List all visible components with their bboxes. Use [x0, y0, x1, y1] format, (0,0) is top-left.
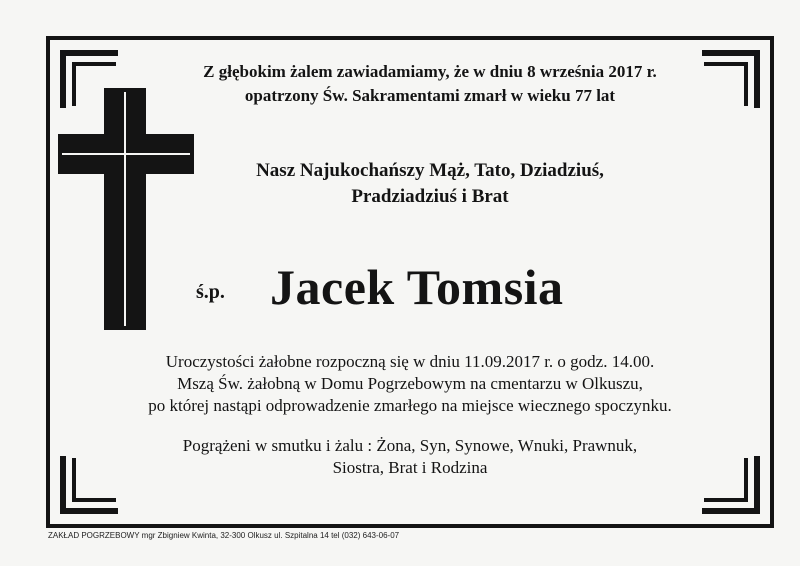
funeral-home-footer: ZAKŁAD POGRZEBOWY mgr Zbigniew Kwinta, 32-300 Olkusz ul. Szpitalna 14 tel (032) 643-06-07: [48, 531, 400, 540]
corner-ornament-bottom-right: [694, 448, 774, 528]
mourners-line-2: Siostra, Brat i Rodzina: [332, 458, 488, 477]
announcement-line-3: po której nastąpi odprowadzenie zmarłego na miejsce wiecznego spoczynku.: [148, 396, 672, 415]
intro-line-1: Z głębokim żalem zawiadamiamy, że w dniu 8 września 2017 r.: [203, 62, 657, 81]
mourners-line-1: Pogrążeni w smutku i żalu : Żona, Syn, Synowe, Wnuki, Prawnuk,: [182, 436, 638, 455]
intro-line-2: opatrzony Św. Sakramentami zmarł w wieku 77 lat: [244, 86, 616, 105]
announcement-line-1: Uroczystości żałobne rozpoczną się w dniu 11.09.2017 r. o godz. 14.00.: [165, 352, 655, 371]
corner-ornament-bottom-left: [46, 448, 126, 528]
relations-line-1: Nasz Najukochańszy Mąż, Tato, Dziadziuś,: [256, 160, 604, 181]
latin-cross-icon: [58, 88, 194, 330]
name-prefix: ś.p.: [196, 281, 225, 303]
announcement-line-2: Mszą Św. żałobną w Domu Pogrzebowym na cmentarzu w Olkuszu,: [177, 374, 643, 393]
deceased-name: Jacek Tomsia: [270, 259, 564, 315]
relations-line-2: Pradziadziuś i Brat: [351, 186, 509, 207]
